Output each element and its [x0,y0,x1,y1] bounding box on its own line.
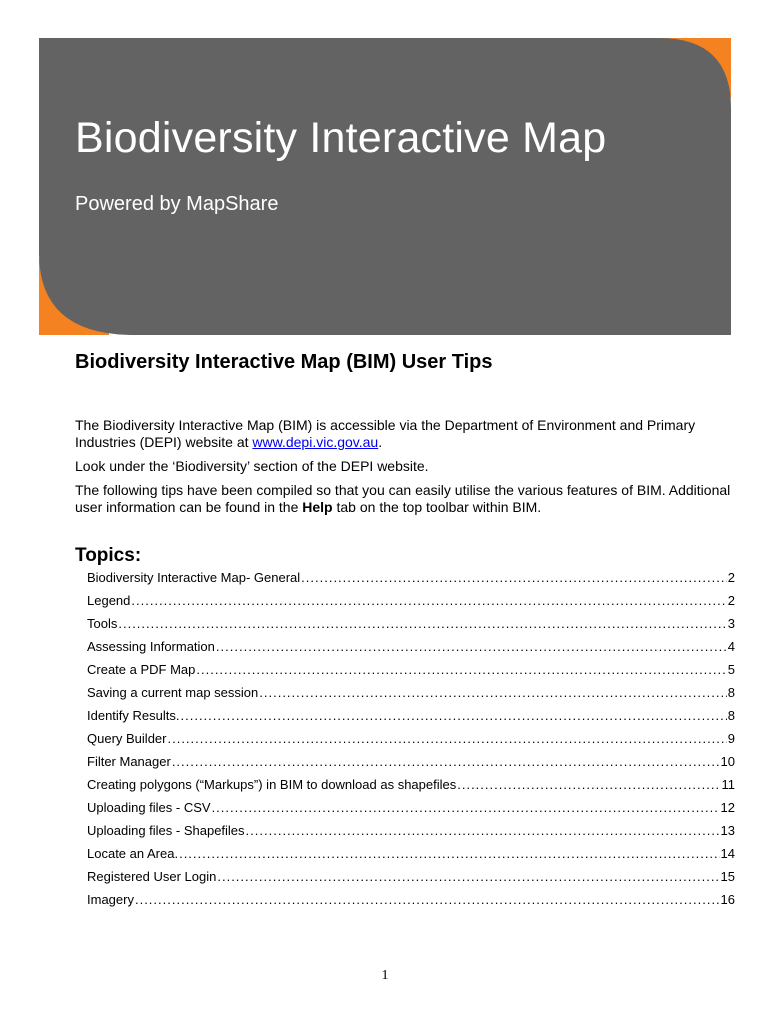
toc-entry-label: Query Builder [87,731,167,746]
toc-entry-page: 8 [727,708,735,723]
toc-entry-page: 4 [727,639,735,654]
toc-entry-page: 13 [720,823,735,838]
toc-entry[interactable] [87,639,735,662]
toc-entry-label: Tools [87,616,118,631]
topics-title: Topics: [75,545,142,566]
header-banner [39,38,731,335]
help-tab-name: Help [302,499,333,515]
banner-subtitle: Powered by MapShare [75,193,279,215]
toc-entry-page: 2 [727,570,735,585]
toc-entry[interactable] [87,616,735,639]
toc-leader-dots [457,777,720,792]
toc-entry-label: Locate an Area. [87,846,179,861]
toc-leader-dots [259,685,727,700]
toc-entry-page: 12 [720,800,735,815]
toc-entry[interactable] [87,593,735,616]
toc-leader-dots [181,708,727,723]
toc-entry-label: Creating polygons (“Markups”) in BIM to download as shapefiles [87,777,457,792]
toc-entry[interactable] [87,731,735,754]
toc-entry[interactable] [87,823,735,846]
toc-entry[interactable] [87,570,735,593]
toc-entry-page: 14 [720,846,735,861]
intro-paragraph-1: The Biodiversity Interactive Map (BIM) is accessible via the Department of Environment and Primary Industries (DEPI) website at www.depi.vic.gov.au. [75,417,696,450]
toc-entry[interactable] [87,708,735,731]
toc-leader-dots [118,616,726,631]
toc-entry[interactable] [87,869,735,892]
toc-entry-page: 3 [727,616,735,631]
toc-leader-dots [135,892,720,907]
toc-entry-label: Legend [87,593,131,608]
banner-shape [39,38,731,335]
toc-leader-dots [212,800,720,815]
toc-entry-label: Saving a current map session [87,685,259,700]
banner-background [39,38,731,335]
toc-entry-label: Filter Manager [87,754,171,769]
table-of-contents [87,570,735,915]
toc-entry-label: Assessing Information [87,639,215,654]
toc-entry-page: 11 [721,777,735,792]
toc-entry-page: 8 [727,685,735,700]
toc-leader-dots [131,593,726,608]
toc-entry-label: Uploading files - CSV [87,800,211,815]
intro-paragraph-3: The following tips have been compiled so that you can easily utilise the various features of BIM. Additional user information can be found in the Help tab on the top toolbar within BIM. [75,482,731,515]
toc-entry-label: Uploading files - Shapefiles [87,823,245,838]
page-number: 1 [381,968,389,983]
toc-entry-page: 16 [720,892,735,907]
toc-leader-dots [301,570,727,585]
toc-leader-dots [216,639,727,654]
intro-paragraph-2: Look under the ‘Biodiversity’ section of the DEPI website. [75,458,429,474]
toc-entry[interactable] [87,800,735,823]
toc-entry[interactable] [87,754,735,777]
toc-entry-page: 15 [720,869,735,884]
toc-leader-dots [196,662,726,677]
toc-leader-dots [172,754,720,769]
document-heading: Biodiversity Interactive Map (BIM) User Tips [75,351,493,373]
toc-entry-page: 2 [727,593,735,608]
toc-entry-page: 5 [727,662,735,677]
toc-entry-page: 10 [720,754,735,769]
toc-entry-label: Imagery [87,892,134,907]
toc-entry-label: Registered User Login [87,869,217,884]
toc-entry-label: Create a PDF Map [87,662,196,677]
toc-entry[interactable] [87,892,735,915]
banner-title: Biodiversity Interactive Map [75,114,607,162]
toc-leader-dots [179,846,719,861]
toc-entry-label: Identify Results. [87,708,180,723]
toc-entry-page: 9 [727,731,735,746]
intro-section [75,417,735,523]
toc-entry[interactable] [87,685,735,708]
toc-leader-dots [217,869,719,884]
toc-entry[interactable] [87,846,735,869]
depi-website-link[interactable]: www.depi.vic.gov.au [252,434,379,450]
toc-entry[interactable] [87,662,735,685]
toc-entry-label: Biodiversity Interactive Map- General [87,570,301,585]
toc-leader-dots [167,731,726,746]
toc-leader-dots [246,823,720,838]
toc-entry[interactable] [87,777,735,800]
